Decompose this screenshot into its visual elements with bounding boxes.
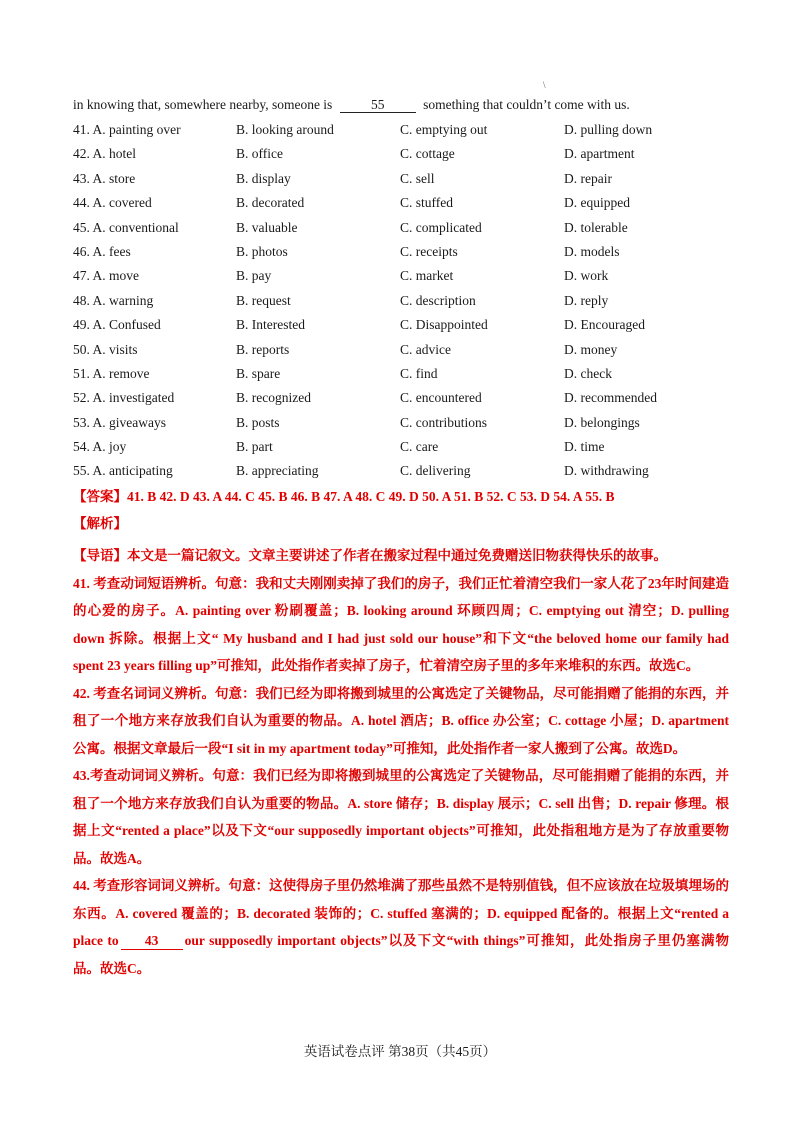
option-b: B. Interested	[236, 317, 305, 333]
option-d: D. recommended	[564, 390, 657, 406]
option-b: B. office	[236, 146, 283, 162]
blank-55: 55	[340, 98, 416, 113]
option-c: C. find	[400, 365, 438, 381]
option-a: 42. A. hotel	[73, 146, 136, 162]
option-d: D. withdrawing	[564, 463, 649, 479]
explanation-42: 42. 考查名词词义辨析。句意：我们已经为即将搬到城里的公寓选定了关键物品，尽可能捐赠了能捐的东西，并租了一个地方来存放我们自认为重要的物品。A. hotel 酒店；B. office 办公室；C. cottage 小屋；D. apartment 公寓。根据文章最后一段“I sit in my apartment today”可推知，此处指作者一家人搬到了公寓。故选D。	[73, 685, 729, 756]
option-b: B. looking around	[236, 122, 334, 137]
option-d: D. belongings	[564, 414, 640, 430]
option-row-55	[73, 462, 733, 486]
option-c: C. sell	[400, 170, 435, 186]
option-d: D. repair	[564, 170, 612, 186]
option-row-42	[73, 145, 733, 169]
option-d: D. models	[564, 243, 620, 259]
option-b: B. valuable	[236, 219, 298, 235]
option-b: B. photos	[236, 243, 288, 259]
option-b: B. pay	[236, 268, 272, 284]
explanation-43: 43.考查动词词义辨析。句意：我们已经为即将搬到城里的公寓选定了关键物品，尽可能捐赠了能捐的东西，并租了一个地方来存放我们自认为重要的物品。A. store 储存；B. display 展示；C. sell 出售；D. repair 修理。根据上文“rented a place”以及下文“our supposedly important objects”可推知，此处指租地方是为了存放重要物品。故选A。	[73, 768, 729, 866]
option-d: D. reply	[564, 292, 609, 308]
option-d: D. pulling down	[564, 122, 653, 137]
option-row-53	[73, 414, 733, 438]
option-a: 53. A. giveaways	[73, 414, 166, 430]
option-b: B. part	[236, 439, 273, 455]
option-b: B. reports	[236, 341, 290, 357]
option-d: D. Encouraged	[564, 317, 645, 333]
option-c: C. cottage	[400, 146, 455, 162]
option-row-43	[73, 170, 733, 194]
option-b: B. decorated	[236, 195, 305, 211]
option-c: C. advice	[400, 341, 451, 357]
option-b: B. spare	[236, 365, 281, 381]
option-c: C. complicated	[400, 219, 482, 235]
intro-text-after: something that couldn’t come with us.	[423, 97, 630, 112]
option-c: C. Disappointed	[400, 317, 488, 333]
option-c: C. encountered	[400, 390, 482, 406]
option-row-51	[73, 365, 733, 389]
option-b: B. appreciating	[236, 463, 319, 479]
option-c: C. contributions	[400, 414, 487, 430]
blank-43-ref: 43	[121, 933, 183, 950]
option-b: B. posts	[236, 414, 280, 430]
options-table	[73, 121, 733, 487]
guide-paragraph: 【导语】本文是一篇记叙文。文章主要讲述了作者在搬家过程中通过免费赠送旧物获得快乐的故事。	[73, 548, 667, 563]
option-row-47	[73, 267, 733, 291]
option-c: C. emptying out	[400, 122, 488, 137]
option-a: 47. A. move	[73, 268, 139, 284]
option-row-41	[73, 121, 733, 145]
explanation-41: 41. 考查动词短语辨析。句意：我和丈夫刚刚卖掉了我们的房子，我们正忙着清空我们一家人花了23年时间建造的心爱的房子。A. painting over 粉刷覆盖；B. looking around 环顾四周；C. emptying out 清空；D. pulling down 拆除。根据上文“ My husband and I had just sold our house”和下文“the beloved home our family had spent 23 years filling up”可推知，此处指作者卖掉了房子，忙着清空房子里的多年来堆积的东西。故选C。	[73, 575, 729, 673]
option-c: C. description	[400, 292, 476, 308]
option-row-50	[73, 341, 733, 365]
option-c: C. delivering	[400, 463, 471, 479]
intro-text-before: in knowing that, somewhere nearby, someone is	[73, 97, 333, 112]
option-d: D. time	[564, 439, 605, 455]
option-d: D. equipped	[564, 195, 630, 211]
option-c: C. receipts	[400, 243, 458, 259]
option-a: 43. A. store	[73, 170, 136, 186]
option-b: B. recognized	[236, 390, 311, 406]
answer-key: 【答案】41. B 42. D 43. A 44. C 45. B 46. B 47. A 48. C 49. D 50. A 51. B 52. C 53. D 54. A 55. B	[73, 489, 615, 504]
explanation-44	[73, 872, 729, 982]
option-row-54	[73, 438, 733, 462]
option-d: D. work	[564, 268, 609, 284]
option-d: D. check	[564, 365, 612, 381]
option-a: 48. A. warning	[73, 292, 154, 308]
option-d: D. tolerable	[564, 219, 628, 235]
option-row-44	[73, 194, 733, 218]
explanation-44-end: our supposedly important objects”以及下文“with things”可推知，此处指房子里仍塞满物品。故选C。	[73, 933, 729, 976]
option-d: D. money	[564, 341, 618, 357]
option-a: 44. A. covered	[73, 195, 152, 211]
passage-continuation	[73, 96, 630, 114]
option-b: B. request	[236, 292, 291, 308]
option-row-45	[73, 219, 733, 243]
option-a: 51. A. remove	[73, 365, 150, 381]
option-a: 49. A. Confused	[73, 317, 161, 333]
analysis-section	[73, 515, 729, 982]
option-d: D. apartment	[564, 146, 635, 162]
option-c: C. care	[400, 439, 439, 455]
explanation-44-start: 44. 考查形容词词义辨析。句意：这使得房子里仍然堆满了那些虽然不是特别值钱，但不应该放在垃圾填埋场的东西。A. covered 覆盖的；B. decorated 装饰的；C. stuffed 塞满的；D. equipped 配备的。根据上文“rented a place to	[73, 878, 729, 948]
option-c: C. stuffed	[400, 195, 453, 211]
option-row-52	[73, 389, 733, 413]
option-b: B. display	[236, 170, 291, 186]
option-row-48	[73, 292, 733, 316]
option-row-46	[73, 243, 733, 267]
page-footer: 英语试卷点评 第38页（共45页）	[303, 1044, 497, 1059]
analysis-heading: 【解析】	[73, 516, 127, 531]
option-a: 46. A. fees	[73, 243, 131, 259]
option-a: 55. A. anticipating	[73, 463, 173, 479]
option-row-49	[73, 316, 733, 340]
option-a: 45. A. conventional	[73, 219, 179, 235]
option-a: 50. A. visits	[73, 341, 138, 357]
option-a: 52. A. investigated	[73, 390, 175, 406]
option-c: C. market	[400, 268, 454, 284]
option-a: 41. A. painting over	[73, 122, 181, 137]
stray-mark: \	[543, 80, 546, 90]
option-a: 54. A. joy	[73, 439, 127, 455]
